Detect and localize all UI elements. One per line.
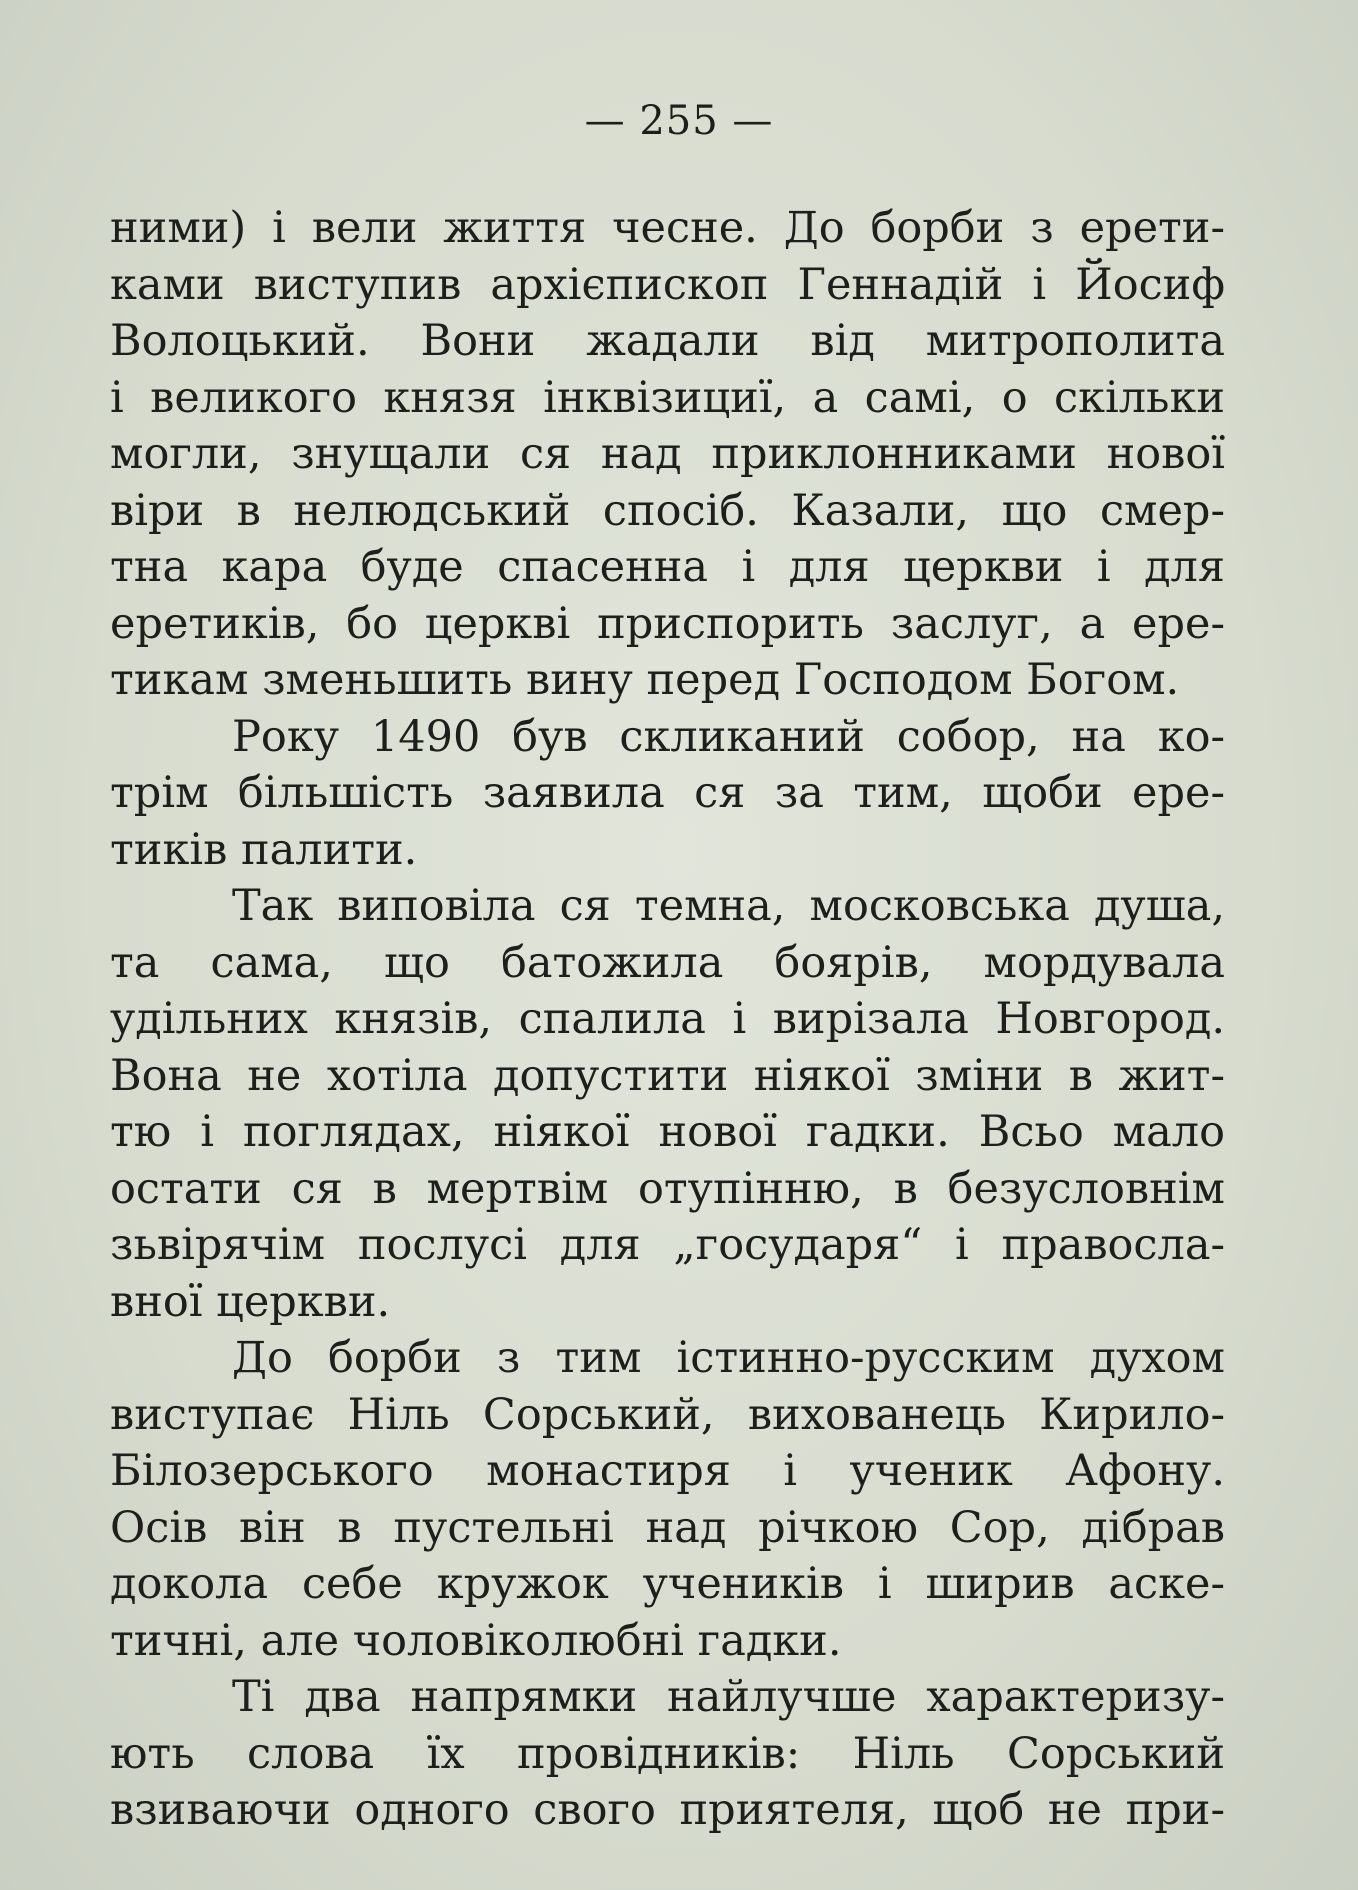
text-line: тикам зменьшить вину перед Господом Богом.	[110, 655, 1180, 705]
text-line: докола себе кружок учеників і ширив аске-	[110, 1559, 1225, 1609]
text-line: ками виступив архієпископ Геннадій і Йосиф	[110, 259, 1225, 310]
text-line: вної церкви.	[110, 1276, 391, 1327]
page-number: — 255 —	[584, 98, 774, 144]
text-line: еретиків, бо церкві приспорить заслуг, а ере-	[110, 598, 1225, 649]
text-line: удільних князів, спалила і вирізала Новгород.	[110, 994, 1225, 1044]
text-line: остати ся в мертвім отупінню, в безусловнім	[110, 1163, 1225, 1214]
text-line: трім більшість заявила ся за тим, щоби ере-	[110, 768, 1225, 818]
text-line: Року 1490 був скликаний собор, на ко-	[232, 711, 1225, 762]
text-line: Так виповіла ся темна, московська душа,	[232, 881, 1225, 931]
text-line: тичні, але чоловіколюбні гадки.	[110, 1615, 842, 1666]
text-line: Білозерського монастиря і ученик Афону.	[110, 1446, 1225, 1496]
text-line: зьвірячім послусі для „государя“ і правосла-	[110, 1220, 1225, 1270]
text-line: До борби з тим істинно-русским духом	[232, 1333, 1225, 1383]
body-text	[110, 200, 1225, 1839]
text-line: тна кара буде спасенна і для церкви і для	[110, 542, 1225, 592]
text-line: Ті два напрямки найлучше характеризу-	[232, 1672, 1225, 1722]
text-line: могли, знущали ся над приклонниками нової	[110, 429, 1225, 479]
text-line: Вона не хотіла допустити ніякої зміни в жит-	[110, 1050, 1225, 1101]
text-line: та сама, що батожила боярів, мордувала	[110, 937, 1225, 988]
text-line: і великого князя інквізициї, а самі, о скільки	[110, 372, 1225, 423]
text-line: ють слова їх провідників: Ніль Сорський	[110, 1728, 1225, 1779]
text-line: ними) і вели життя чесне. До борби з ерети-	[110, 203, 1225, 253]
text-line: тю і поглядах, ніякої нової гадки. Всьо мало	[110, 1107, 1225, 1157]
text-line: взиваючи одного свого приятеля, щоб не при-	[110, 1785, 1225, 1835]
text-line: Волоцький. Вони жадали від митрополита	[110, 316, 1225, 366]
text-line: виступає Ніль Сорський, вихованець Кирило-	[110, 1389, 1225, 1440]
text-line: Осів він в пустельні над річкою Сор, дібрав	[110, 1502, 1225, 1553]
text-line: віри в нелюдський спосіб. Казали, що смер-	[110, 485, 1225, 536]
text-line: тиків палити.	[110, 824, 418, 875]
